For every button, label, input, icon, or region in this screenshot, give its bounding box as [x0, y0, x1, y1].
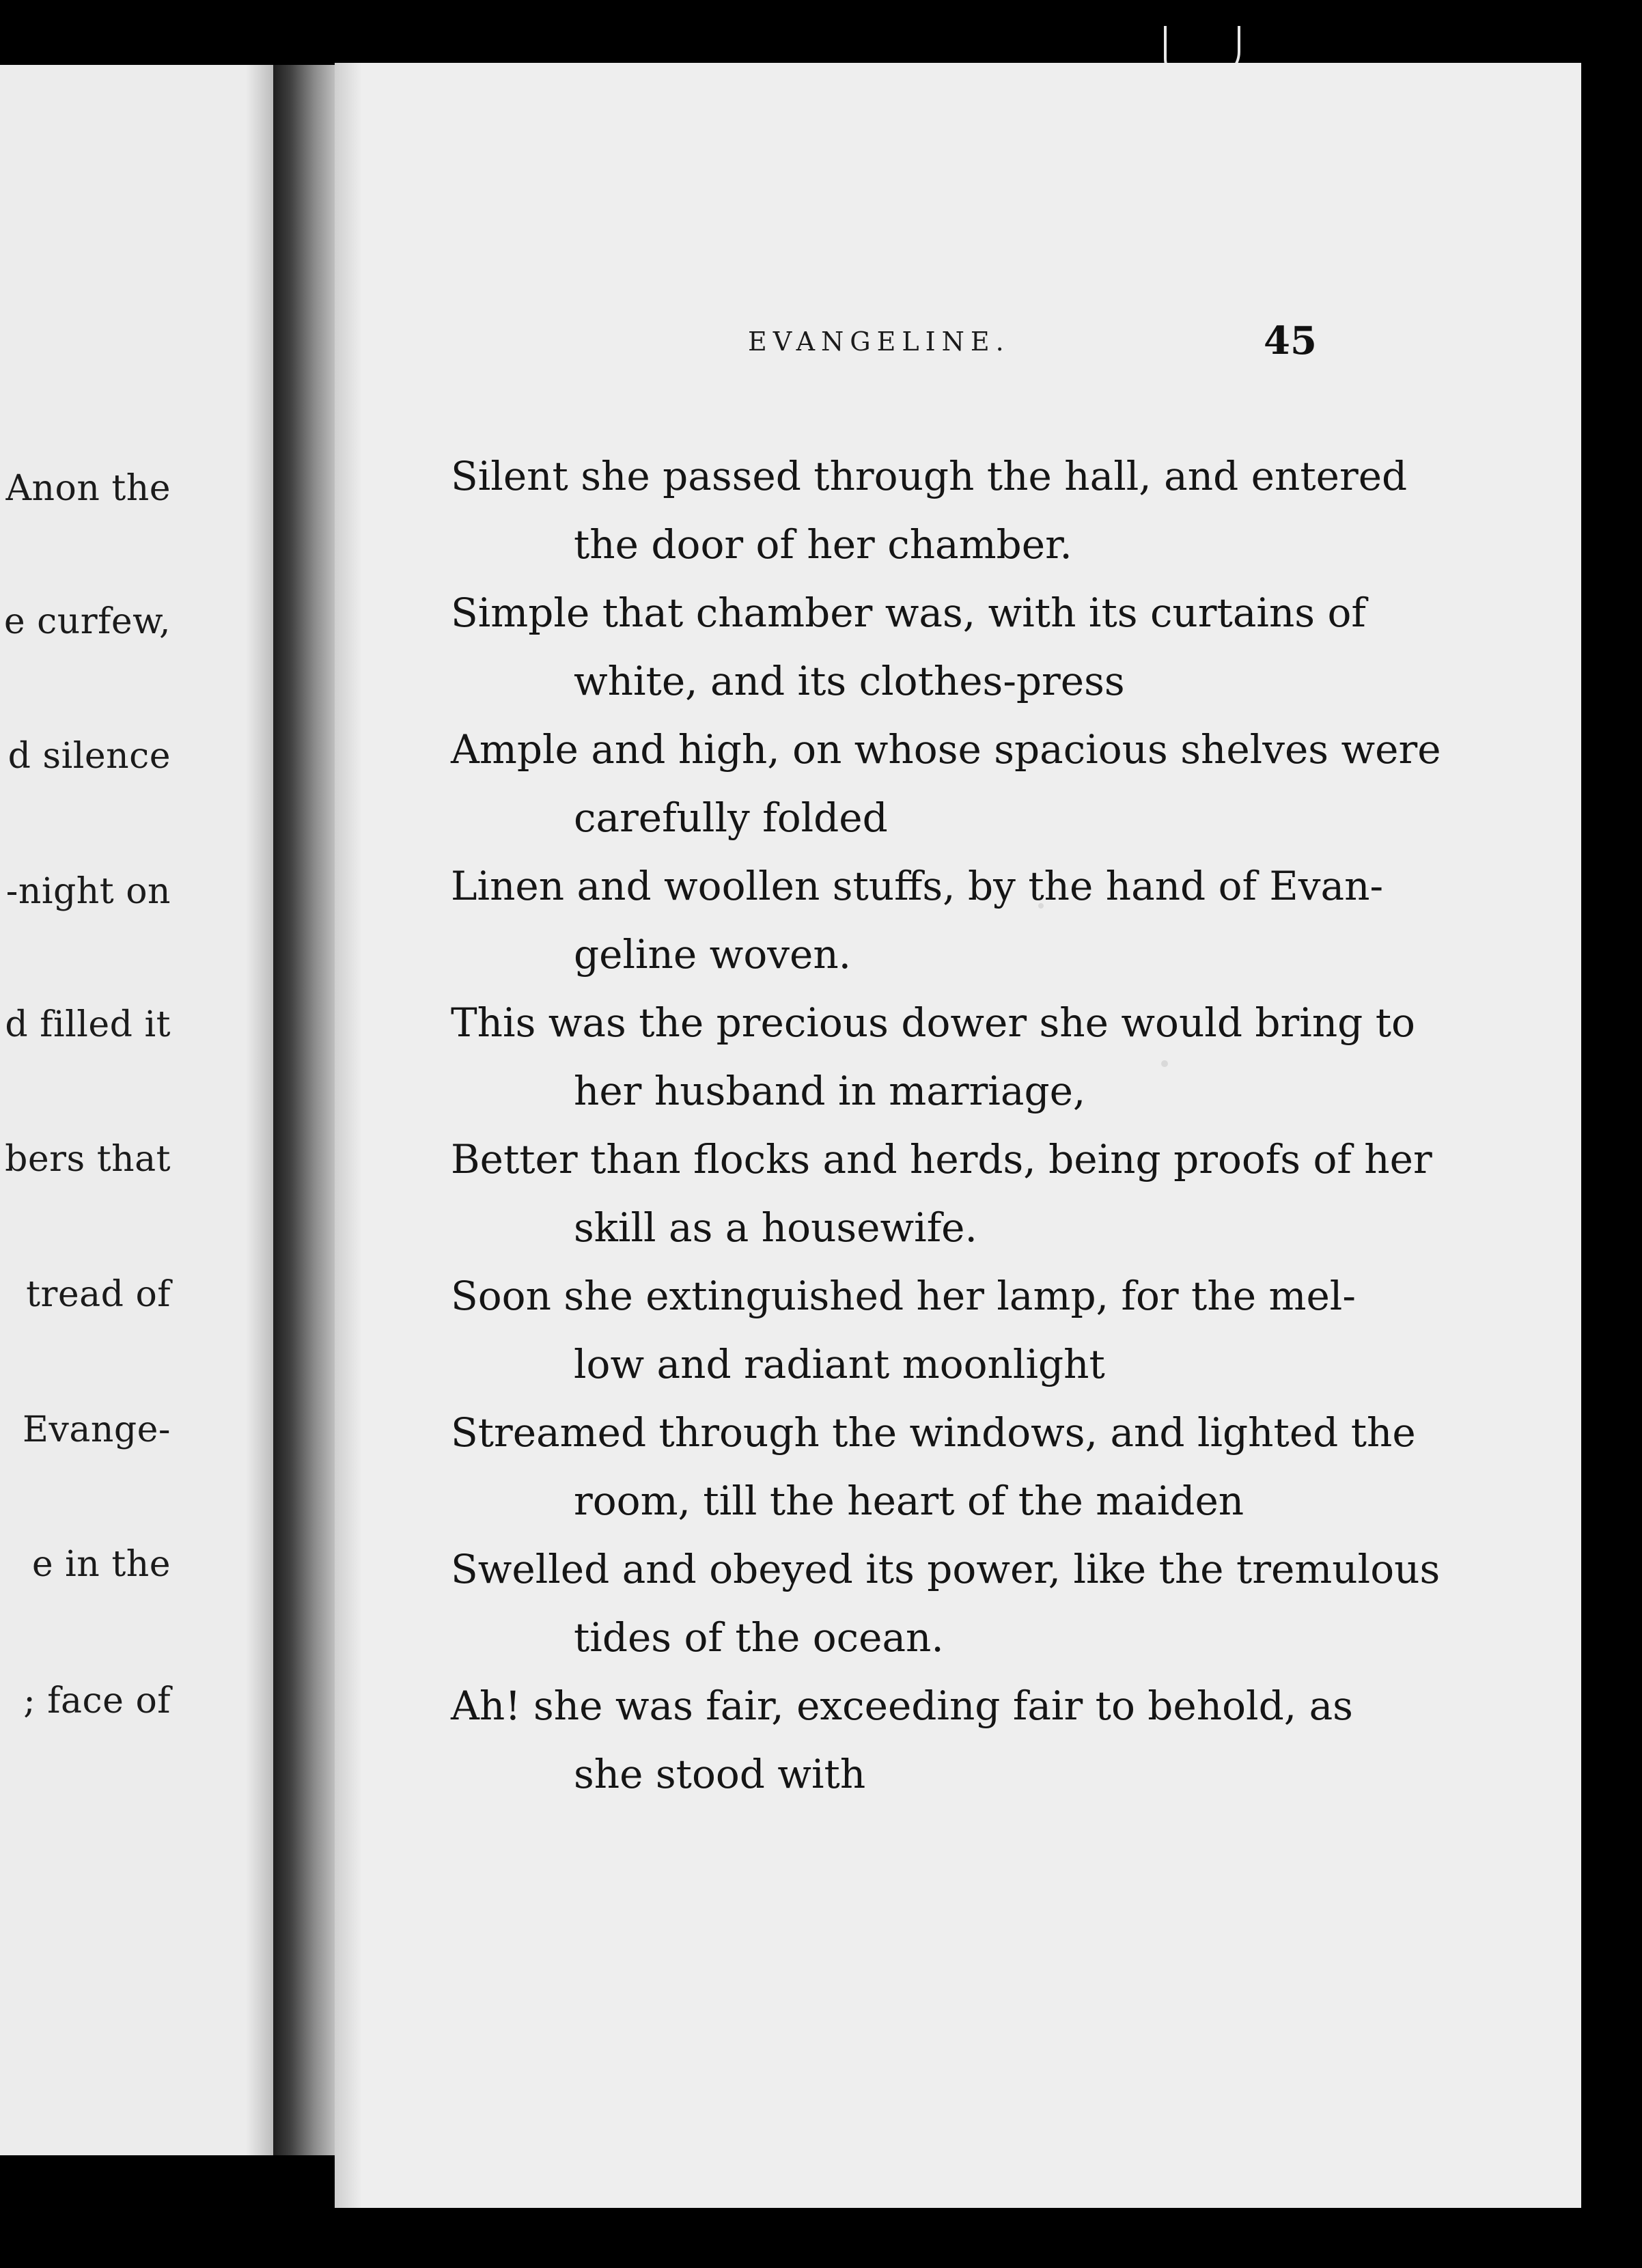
- verse-line-continuation: her husband in marriage,: [574, 1068, 1086, 1114]
- verse-line-first: This was the precious dower she would bring to: [451, 999, 1415, 1046]
- verse-line-first: Linen and woollen stuffs, by the hand of Evan-: [451, 863, 1384, 909]
- verse-line: [451, 1125, 1432, 1262]
- left-page-line: Anon the: [5, 468, 171, 509]
- verse-line-continuation: the door of her chamber.: [574, 521, 1072, 568]
- verse-line: [451, 1672, 1352, 1808]
- verse-line-continuation: room, till the heart of the maiden: [574, 1478, 1244, 1524]
- verse-line-first: Swelled and obeyed its power, like the tremulous: [451, 1546, 1441, 1592]
- verse-line: [451, 1398, 1416, 1535]
- verse-line: [451, 442, 1408, 579]
- left-page-line: tread of: [26, 1274, 171, 1315]
- left-page-line: ; face of: [23, 1681, 171, 1721]
- verse-block: [451, 442, 1441, 1808]
- running-title: EVANGELINE.: [748, 327, 1010, 357]
- page-number: 45: [1264, 318, 1317, 363]
- left-page-gutter-shade: [246, 65, 273, 2155]
- verse-line: [451, 988, 1415, 1125]
- left-page-line: e curfew,: [3, 601, 171, 642]
- verse-line: [451, 715, 1441, 852]
- verse-line-continuation: geline woven.: [574, 931, 852, 978]
- verse-line-continuation: she stood with: [574, 1751, 866, 1797]
- verse-line: [451, 1262, 1356, 1398]
- verse-line: [451, 1535, 1441, 1672]
- verse-line-continuation: skill as a housewife.: [574, 1204, 977, 1251]
- verse-line-continuation: white, and its clothes-press: [574, 658, 1125, 704]
- verse-line-continuation: carefully folded: [574, 794, 888, 841]
- verse-line-first: Better than flocks and herds, being proofs of her: [451, 1136, 1432, 1183]
- verse-line: [451, 579, 1366, 715]
- verse-line-first: Ample and high, on whose spacious shelves were: [451, 726, 1441, 773]
- verse-line-first: Simple that chamber was, with its curtains of: [451, 590, 1366, 636]
- left-page-line: d silence: [8, 736, 171, 777]
- verse-line-continuation: tides of the ocean.: [574, 1614, 944, 1661]
- page-header: [335, 318, 1581, 366]
- book-spine-gutter: [273, 65, 342, 2155]
- left-page-line: Evange-: [23, 1409, 171, 1450]
- verse-line-first: Ah! she was fair, exceeding fair to behold, as: [451, 1683, 1353, 1729]
- verse-line-first: Silent she passed through the hall, and entered: [451, 453, 1408, 499]
- left-page-line: bers that: [5, 1139, 171, 1180]
- right-page: [335, 63, 1581, 2208]
- right-page-gutter-shade: [335, 63, 362, 2208]
- left-page-line: d filled it: [5, 1004, 171, 1045]
- left-page-line: -night on: [5, 871, 171, 912]
- left-page-line: e in the: [31, 1544, 171, 1585]
- verse-line-continuation: low and radiant moonlight: [574, 1341, 1105, 1387]
- verse-line-first: Streamed through the windows, and lighted the: [451, 1409, 1416, 1456]
- verse-line: [451, 852, 1384, 988]
- left-page: [0, 65, 273, 2155]
- verse-line-first: Soon she extinguished her lamp, for the mel-: [451, 1273, 1356, 1319]
